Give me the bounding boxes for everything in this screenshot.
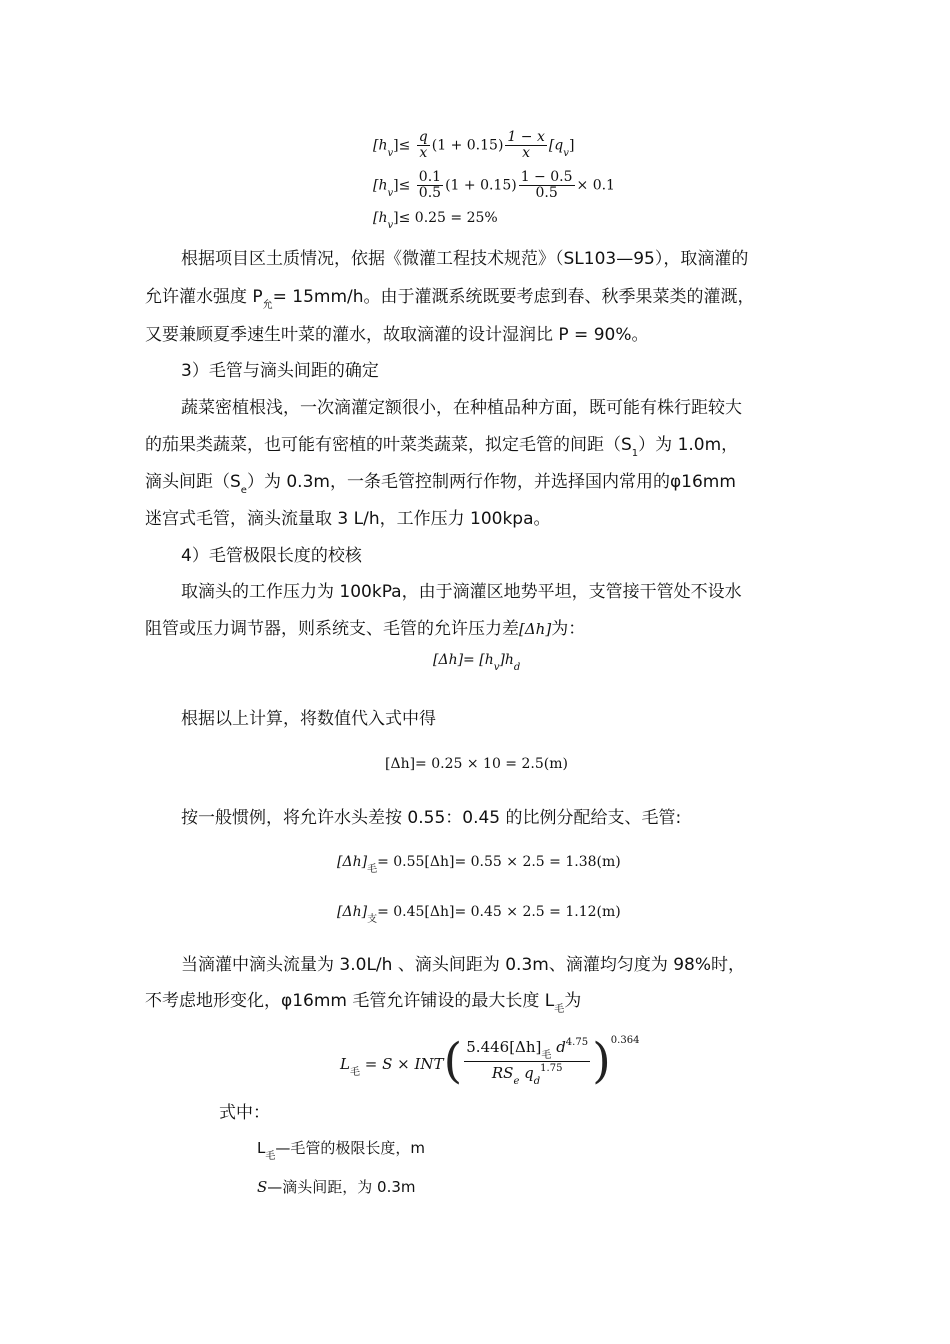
section-heading-3: 3）毛管与滴头间距的确定 [181,361,379,381]
para3-line1: 取滴头的工作压力为 100kPa，由于滴灌区地势平坦，支管接干管处不设水 [181,582,742,602]
para3-line2: 阻管或压力调节器，则系统支、毛管的允许压力差[Δh]为： [145,619,586,639]
equation-line-1: $[h_v]\le$ $\frac{q}{x}$ (1 + 0.15) $\frac{1 - x}{x}$ $[q_v]$ [373,129,575,161]
para1-line3: 又要兼顾夏季速生叶菜的灌水，故取滴灌的设计湿润比 P = 90%。 [145,325,649,345]
equation-dh: $[\Delta h]= [h_v]h_d$ [433,652,521,673]
para2-line1: 蔬菜密植根浅，一次滴灌定额很小，在种植品种方面，既可能有株行距较大 [181,398,742,418]
para6-line1: 当滴灌中滴头流量为 3.0L/h 、滴头间距为 0.3m、滴灌均匀度为 98%时， [181,955,746,975]
equation-line-3: $[h_v]\le 0.25 = 25\%$ [373,210,498,231]
para1-line1: 根据项目区土质情况，依据《微灌工程技术规范》（SL103—95），取滴灌的 [181,249,749,269]
equation-zhi: $[\Delta h]_支= 0.45[\Delta h]= 0.45 \times 2.5 = 1.12(m)$ [337,904,621,925]
para2-line3: 滴头间距$(S_e)$为 0.3m，一条毛管控制两行作物，并选择国内常用的φ16mm [145,472,736,496]
equation-mao: $[\Delta h]_毛= 0.55[\Delta h]= 0.55 \times 2.5 = 1.38(m)$ [337,854,621,875]
where-label: 式中： [219,1103,270,1123]
definition-S: S—滴头间距，为 0.3m [257,1178,416,1196]
para5: 按一般惯例，将允许水头差按 0.55：0.45 的比例分配给支、毛管: [181,808,682,828]
definition-L: $L_毛—$毛管的极限长度，m [257,1139,425,1162]
equation-calc: [Δh]= 0.25 × 10 = 2.5(m) [385,756,568,772]
equation-L: $L_毛 = S \times INT$( $\frac{5.446[\Delta h]_毛 d^{4.75}}{RS_e q_d^{1.75}}$ )$^{0.364}$ [340,1033,640,1089]
para2-line4: 迷宫式毛管，滴头流量取 3 L/h，工作压力 100kpa。 [145,509,551,529]
section-heading-4: 4）毛管极限长度的校核 [181,546,362,566]
para2-line2: 的茄果类蔬菜，也可能有密植的叶菜类蔬菜，拟定毛管的间距$(S_1)$为 1.0m， [145,435,739,459]
para6-line2: 不考虑地形变化，φ16mm 毛管允许铺设的最大长度 $L_毛$为 [145,991,582,1015]
equation-line-2: $[h_v]\le$ $\frac{0.1}{0.5}$ (1 + 0.15) $\frac{1 - 0.5}{0.5}$ × 0.1 [373,169,615,201]
para1-line2: 允许灌水强度 $P_允= 15mm/h$。由于灌溉系统既要考虑到春、秋季果菜类的灌溉， [145,287,755,311]
para4: 根据以上计算，将数值代入式中得 [181,709,436,729]
